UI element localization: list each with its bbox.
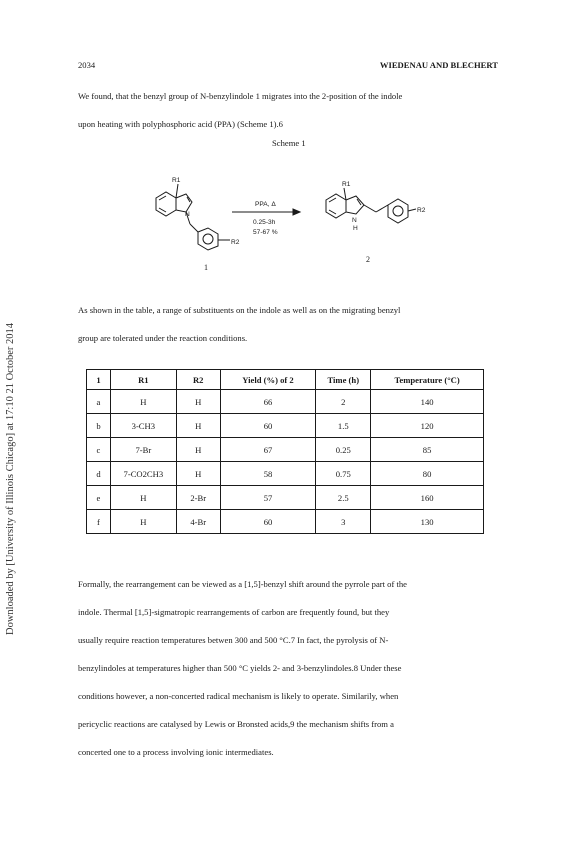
results-table <box>86 369 484 534</box>
compound-number-2: 2 <box>366 255 370 264</box>
table-cell: H <box>176 390 220 414</box>
table-cell: c <box>87 438 111 462</box>
n-label-2: N <box>352 217 357 224</box>
table-cell: d <box>87 462 111 486</box>
text-line: We found, that the benzyl group of N-benzylindole 1 migrates into the 2-position of the indole <box>78 91 403 101</box>
text-line: upon heating with polyphosphoric acid (PPA) (Scheme 1).6 <box>78 119 283 129</box>
table-cell: 85 <box>371 438 484 462</box>
table-row <box>87 438 484 462</box>
table-cell: 4-Br <box>176 510 220 534</box>
benzyl-ring-1 <box>198 228 218 250</box>
time-label: 0.25-3h <box>253 219 276 226</box>
table-cell: 130 <box>371 510 484 534</box>
table-cell: 66 <box>220 390 316 414</box>
running-head: WIEDENAU AND BLECHERT <box>379 60 498 70</box>
text-line: Formally, the rearrangement can be viewed as a [1,5]-benzyl shift around the pyrrole part of the <box>78 579 407 589</box>
table-row <box>87 390 484 414</box>
text-line: conditions however, a non-concerted radical mechanism is likely to operate. Similarily, when <box>78 691 399 701</box>
table-cell: b <box>87 414 111 438</box>
table-cell: 1.5 <box>316 414 371 438</box>
text-line: usually require reaction temperatures betwen 300 and 500 °C.7 In fact, the pyrolysis of N- <box>78 635 389 645</box>
table-cell: 160 <box>371 486 484 510</box>
table-row <box>87 414 484 438</box>
table-header-cell: Temperature (°C) <box>371 370 484 390</box>
table-cell: 60 <box>220 510 316 534</box>
table-cell: 80 <box>371 462 484 486</box>
table-cell: e <box>87 486 111 510</box>
table-header-cell: Yield (%) of 2 <box>220 370 316 390</box>
table-cell: H <box>176 462 220 486</box>
n-label-1: N <box>185 211 190 218</box>
table-cell: f <box>87 510 111 534</box>
table-cell: H <box>110 486 176 510</box>
table-row <box>87 462 484 486</box>
table-cell: 0.25 <box>316 438 371 462</box>
text-line: pericyclic reactions are catalysed by Lewis or Bronsted acids,9 the mechanism shifts from a <box>78 719 394 729</box>
text-line: As shown in the table, a range of substituents on the indole as well as on the migrating benzyl <box>78 305 401 315</box>
download-watermark: Downloaded by [University of Illinois Chicago] at 17:10 21 October 2014 <box>5 322 16 635</box>
r2-label-2: R2 <box>417 207 426 214</box>
table-header-cell: 1 <box>87 370 111 390</box>
table-header-cell: R2 <box>176 370 220 390</box>
text-line: group are tolerated under the reaction conditions. <box>78 333 248 343</box>
table-cell: 7-Br <box>110 438 176 462</box>
table-body <box>87 390 484 534</box>
table-cell: H <box>176 414 220 438</box>
table-row <box>87 510 484 534</box>
table-cell: 57 <box>220 486 316 510</box>
table-cell: 7-CO2CH3 <box>110 462 176 486</box>
text-line: indole. Thermal [1,5]-sigmatropic rearrangements of carbon are frequently found, but they <box>78 607 390 617</box>
pyrrole-ring-2 <box>346 196 364 214</box>
r1-label-1: R1 <box>172 177 181 184</box>
text-line: concerted one to a process involving ionic intermediates. <box>78 747 274 757</box>
table-cell: 0.75 <box>316 462 371 486</box>
table-cell: H <box>110 510 176 534</box>
table-cell: 3 <box>316 510 371 534</box>
page-number: 2034 <box>78 60 96 70</box>
table-cell: 2.5 <box>316 486 371 510</box>
table-cell: 2-Br <box>176 486 220 510</box>
table-row <box>87 486 484 510</box>
h-label-2: H <box>353 225 358 232</box>
table-cell: 2 <box>316 390 371 414</box>
table-header-row <box>87 370 484 390</box>
scheme-title: Scheme 1 <box>272 138 306 148</box>
table-cell: 60 <box>220 414 316 438</box>
table-cell: 120 <box>371 414 484 438</box>
table-cell: H <box>110 390 176 414</box>
pyrrole-ring-1 <box>176 194 192 212</box>
compound-number-1: 1 <box>204 263 208 272</box>
benzene-ring-1 <box>156 192 176 216</box>
table-header-cell: Time (h) <box>316 370 371 390</box>
discussion-paragraph <box>78 570 502 766</box>
table-cell: 3-CH3 <box>110 414 176 438</box>
r1-label-2: R1 <box>342 181 351 188</box>
benzyl-ring-2 <box>388 199 408 223</box>
yield-label: 57-67 % <box>253 229 278 236</box>
table-cell: 67 <box>220 438 316 462</box>
table-cell: 58 <box>220 462 316 486</box>
benzene-ring-2 <box>326 194 346 218</box>
table-cell: H <box>176 438 220 462</box>
text-line: benzylindoles at temperatures higher than 500 °C yields 2- and 3-benzylindoles.8 Under these <box>78 663 402 673</box>
table-intro-paragraph <box>78 296 502 352</box>
table-cell: 140 <box>371 390 484 414</box>
table-header-cell: R1 <box>110 370 176 390</box>
table-cell: a <box>87 390 111 414</box>
reagent-label: PPA, Δ <box>255 201 276 208</box>
r2-label-1: R2 <box>231 239 240 246</box>
